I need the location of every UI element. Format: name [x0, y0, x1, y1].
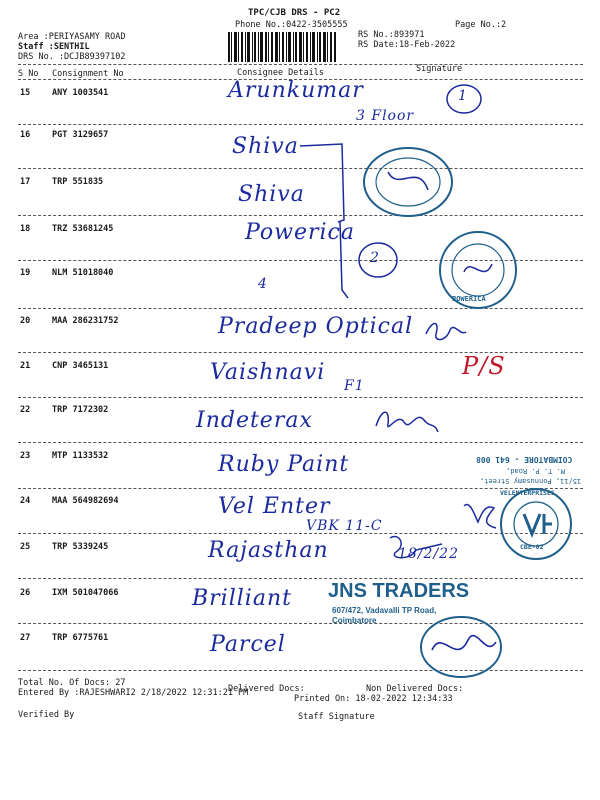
divider: [18, 124, 583, 125]
staff-signature-label: Staff Signature: [298, 712, 375, 722]
jns-stamp-city: Coimbatore: [332, 616, 377, 625]
ruby-stamp-line: M. T. P. Road,: [506, 467, 566, 475]
handwritten-consignee: Brilliant: [192, 586, 292, 611]
drs-number: DRS No. :DCJB89397102: [18, 52, 126, 62]
row-sno: 27: [20, 633, 31, 643]
handwritten-date-sign: 18/2/22: [398, 546, 459, 562]
row-consignment: ANY 1003541: [52, 88, 109, 98]
handwritten-floor-note: 3 Floor: [356, 108, 415, 124]
col-header-sno: S No: [18, 69, 39, 79]
row-sno: 23: [20, 451, 31, 461]
non-delivered-docs: Non Delivered Docs:: [366, 684, 464, 694]
row-consignment: TRP 5339245: [52, 542, 109, 552]
handwritten-signature: [372, 402, 442, 442]
handwritten-signature: [460, 498, 500, 534]
ruby-stamp-line: COIMBATORE - 641 008: [476, 455, 573, 464]
handwritten-bracket: [290, 140, 360, 310]
corporation-seal-stamp: [416, 612, 506, 682]
handwritten-signature: [386, 528, 446, 568]
row-consignment: MAA 286231752: [52, 316, 119, 326]
row-consignment: PGT 3129657: [52, 130, 109, 140]
row-consignment: MTP 1133532: [52, 451, 109, 461]
divider: [18, 578, 583, 579]
cbe-stamp-text: CBE-02: [520, 543, 544, 551]
handwritten-consignee: Vel Enter: [218, 494, 331, 519]
handwritten-consignee: Rajasthan: [208, 538, 329, 563]
phone-number: Phone No.:0422-3505555: [235, 20, 348, 30]
handwritten-consignee: Parcel: [210, 632, 286, 657]
col-header-signature: Signature: [416, 64, 463, 74]
row-sno: 19: [20, 268, 31, 278]
row-sno: 15: [20, 88, 31, 98]
row-consignment: TRZ 53681245: [52, 224, 114, 234]
verified-by-label: Verified By: [18, 710, 75, 720]
document-title: TPC/CJB DRS - PC2: [248, 8, 341, 18]
jns-stamp-address: 607/472, Vadavalli TP Road,: [332, 606, 437, 615]
entered-by: Entered By :RAJESHWARI2 2/18/2022 12:31:21 PM: [18, 688, 249, 698]
row-sno: 21: [20, 361, 31, 371]
handwritten-consignee: Ruby Paint: [218, 452, 350, 477]
divider: [18, 397, 583, 398]
circled-number-1: 1: [458, 88, 468, 104]
row-consignment: CNP 3465131: [52, 361, 109, 371]
handwritten-vbk-note: VBK 11-C: [306, 518, 383, 534]
handwritten-consignee: Pradeep Optical: [218, 314, 414, 339]
total-docs: Total No. Of Docs: 27: [18, 678, 126, 688]
handwritten-consignee: Indeterax: [196, 408, 313, 433]
area-label: Area :PERIYASAMY ROAD: [18, 32, 126, 42]
divider: [18, 64, 583, 65]
barcode-graphic: [228, 32, 336, 62]
row-sno: 26: [20, 588, 31, 598]
ruby-stamp-line: 15/11, Ponnusamy Street,: [480, 477, 582, 485]
handwritten-consignee: Arunkumar: [228, 78, 364, 103]
handwritten-consignee: Shiva: [238, 182, 305, 207]
divider: [18, 442, 583, 443]
row-consignment: TRP 6775761: [52, 633, 109, 643]
row-consignment: TRP 7172302: [52, 405, 109, 415]
row-sno: 17: [20, 177, 31, 187]
col-header-consignee: Consignee Details: [237, 68, 324, 78]
delivered-docs: Delivered Docs:: [228, 684, 305, 694]
row-consignment: MAA 564982694: [52, 496, 119, 506]
row-sno: 25: [20, 542, 31, 552]
row-sno: 22: [20, 405, 31, 415]
jns-stamp-name: JNS TRADERS: [328, 580, 470, 602]
handwritten-consignee: Powerica: [245, 220, 355, 245]
staff-label: Staff :SENTHIL: [18, 42, 90, 52]
handwritten-consignee: Vaishnavi: [210, 360, 326, 385]
rs-number: RS No.:893971: [358, 30, 425, 40]
row-sno: 20: [20, 316, 31, 326]
handwritten-consignee: Shiva: [232, 134, 299, 159]
handwritten-f1-note: F1: [344, 378, 365, 394]
ps-red-mark: P/S: [462, 352, 506, 380]
printed-on: Printed On: 18-02-2022 12:34:33: [294, 694, 453, 704]
handwritten-signature: [420, 316, 470, 346]
row-consignment: TRP 551835: [52, 177, 104, 187]
powerica-stamp-text: POWERICA: [452, 295, 486, 303]
row-consignment: NLM 51018040: [52, 268, 114, 278]
row-sno: 16: [20, 130, 31, 140]
row-sno: 18: [20, 224, 31, 234]
row-sno: 24: [20, 496, 31, 506]
rs-date: RS Date:18-Feb-2022: [358, 40, 456, 50]
handwritten-four-note: 4: [258, 276, 268, 292]
round-seal-stamp: [358, 142, 458, 222]
col-header-consignment: Consignment No: [52, 69, 124, 79]
row-consignment: IXM 501047066: [52, 588, 119, 598]
circled-number-2: 2: [370, 250, 380, 266]
vel-stamp-text: VELENTERPRISES: [500, 489, 555, 497]
page-number: Page No.:2: [455, 20, 507, 30]
